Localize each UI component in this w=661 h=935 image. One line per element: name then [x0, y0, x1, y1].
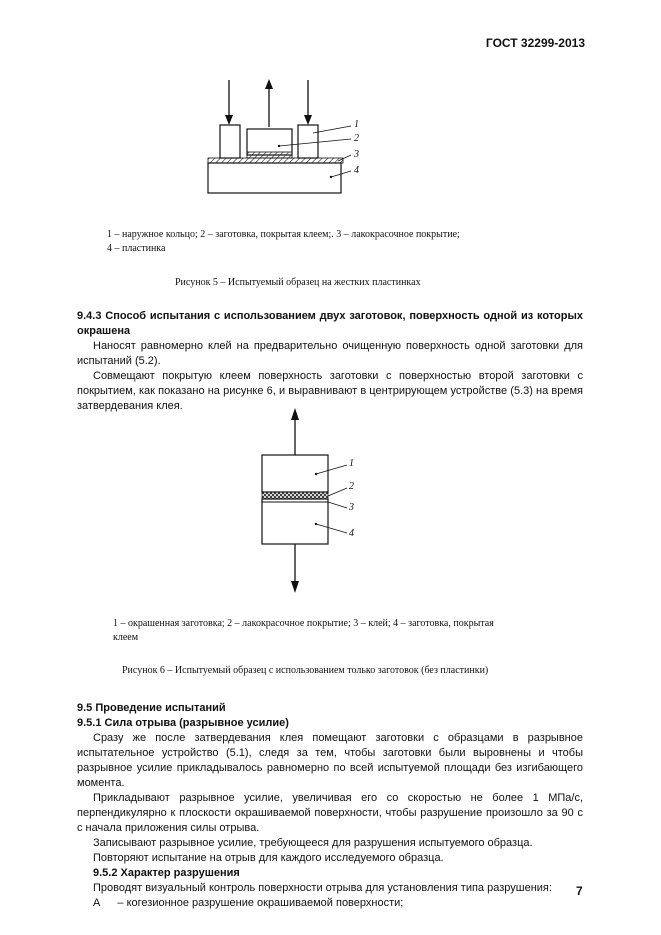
figure-5-diagram — [190, 75, 390, 200]
figure-6-label-2: 2 — [349, 481, 354, 492]
section-9-5-2-paragraph: Проводят визуальный контроль поверхности отрыва для установления типа разрушения: — [93, 882, 552, 894]
section-9-4-3 — [77, 309, 583, 414]
coated-blank-6 — [262, 499, 328, 544]
figure-6-caption: Рисунок 6 – Испытуемый образец с использованием только заготовок (без пластинки) — [122, 665, 489, 676]
list-item-a-letter: А — [93, 897, 101, 909]
figure-6-legend-line-2: клеем — [113, 632, 139, 643]
figure-5-legend-line-2: 4 – пластинка — [107, 243, 166, 254]
down-arrow-bottom — [291, 544, 299, 593]
section-9-4-3-heading: 9.4.3 Способ испытания с использованием двух заготовок, поверхность одной из которых окрашена — [77, 310, 583, 337]
list-item-a — [77, 896, 583, 911]
up-arrow-top — [291, 408, 299, 455]
up-arrow-center — [265, 79, 273, 127]
outer-ring-left — [220, 125, 240, 158]
coated-blank — [247, 129, 292, 155]
figure-6-diagram — [255, 405, 365, 597]
section-9-5-1-paragraph-3: Записывают разрывное усилие, требующееся для разрушения испытуемого образца. — [93, 837, 533, 849]
section-9-5-1-paragraph-4: Повторяют испытание на отрыв для каждого исследуемого образца. — [93, 852, 444, 864]
section-9-5-1-paragraph-1: Сразу же после затвердевания клея помещают заготовки с образцами в разрывное испытательное устройство (5.1), следя за тем, чтобы заготовки были выровнены и чтобы разрывное усилие прикладывалось равномерно по всей испытуемой площади без изгибающего момента. — [77, 732, 583, 789]
figure-5-caption: Рисунок 5 – Испытуемый образец на жестких пластинках — [175, 277, 421, 288]
figure-5-legend — [107, 228, 460, 256]
down-arrow-left — [225, 80, 233, 125]
figure-5-label-1: 1 — [354, 119, 359, 130]
page-number: 7 — [576, 884, 583, 898]
figure-5-label-4: 4 — [354, 165, 359, 176]
section-9-5-1-heading: 9.5.1 Сила отрыва (разрывное усилие) — [77, 717, 289, 729]
section-9-5 — [77, 701, 583, 911]
outer-ring-right — [298, 125, 318, 158]
section-9-4-3-paragraph-2: Совмещают покрытую клеем поверхность заготовки с поверхностью второй заготовки с покрытием, как показано на рисунке 6, и выравнивают в центрирующем устройстве (5.3) на время затвердевания клея. — [77, 370, 583, 412]
figure-6-legend-line-1: 1 – окрашенная заготовка; 2 – лакокрасочное покрытие; 3 – клей; 4 – заготовка, покрытая — [113, 618, 494, 629]
list-item-a-text: – когезионное разрушение окрашиваемой поверхности; — [117, 897, 404, 909]
section-9-4-3-paragraph-1: Наносят равномерно клей на предварительно очищенную поверхность одной заготовки для испытаний (5.2). — [77, 340, 583, 367]
figure-5-label-3: 3 — [354, 149, 359, 160]
paint-coating — [208, 158, 343, 163]
adhesive-layer — [247, 152, 292, 158]
figure-5-label-2: 2 — [354, 133, 359, 144]
down-arrow-right — [304, 80, 312, 125]
section-9-5-2-heading: 9.5.2 Характер разрушения — [93, 867, 240, 879]
section-9-5-heading: 9.5 Проведение испытаний — [77, 702, 226, 714]
figure-6-legend — [113, 617, 494, 645]
section-9-5-1-paragraph-2: Прикладывают разрывное усилие, увеличивая его со скоростью не более 1 МПа/с, перпендикулярно к плоскости окрашиваемой поверхности, чтобы разрушение произошло за 90 с с начала приложения силы отрыва. — [77, 792, 583, 834]
plate — [208, 163, 341, 193]
document-standard-number: ГОСТ 32299-2013 — [485, 36, 585, 50]
figure-6-label-3: 3 — [349, 502, 354, 513]
paint-coating-layer — [262, 492, 328, 499]
figure-6-label-4: 4 — [349, 528, 354, 539]
figure-6-label-1: 1 — [349, 458, 354, 469]
figure-5-legend-line-1: 1 – наружное кольцо; 2 – заготовка, покрытая клеем;. 3 – лакокрасочное покрытие; — [107, 229, 460, 240]
